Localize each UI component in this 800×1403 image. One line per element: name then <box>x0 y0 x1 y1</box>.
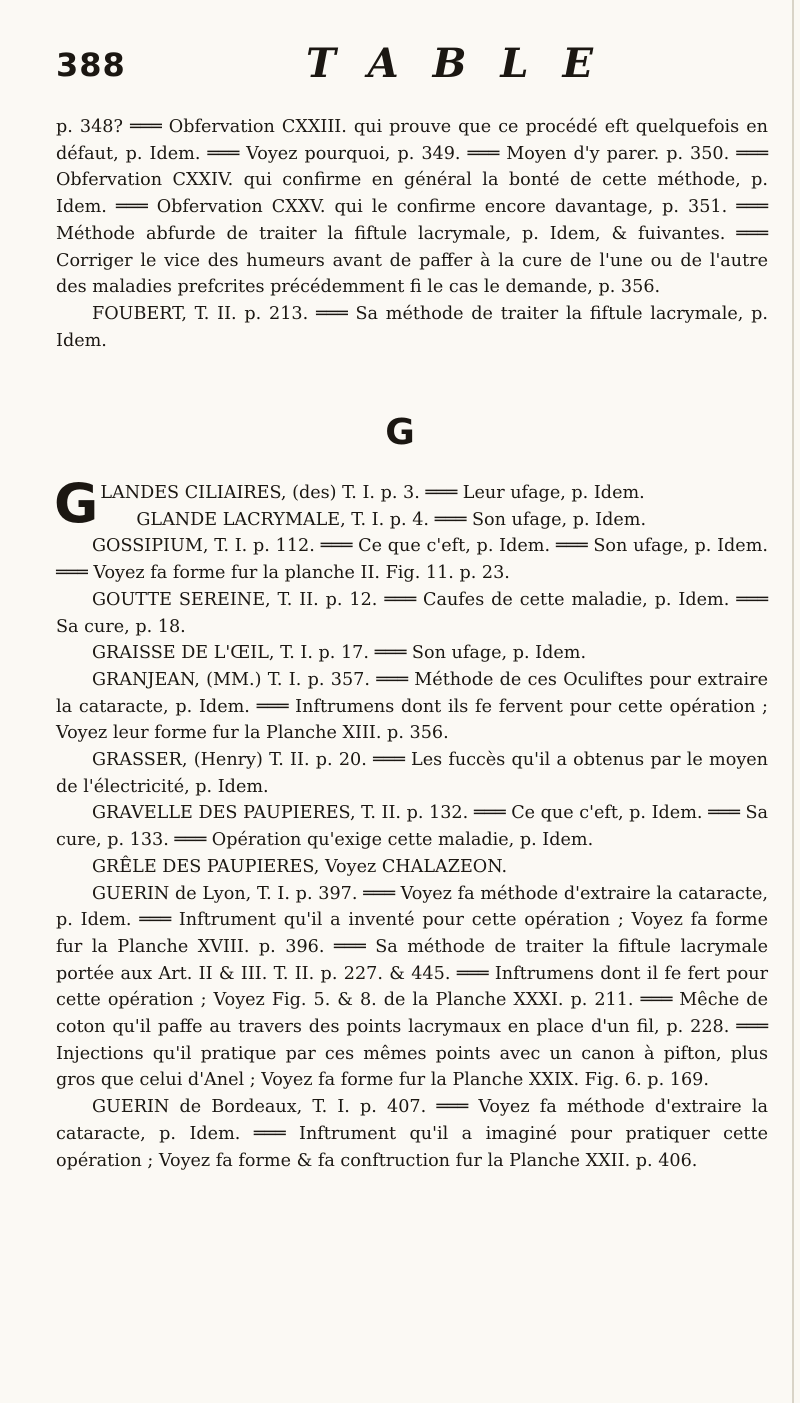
entry-granjean: GRANJEAN, (MM.) T. I. p. 357. ═══ Méthode de ces Oculiftes pour extraire la cataracte, p. Idem. ═══ Inftrumens dont ils fe fervent pour cette opération ; Voyez leur forme fur la Planche XIII. p. 356. <box>56 669 768 744</box>
entry-guerin-de-bordeaux: GUERIN de Bordeaux, T. I. p. 407. ═══ Voyez fa méthode d'extraire la cataracte, p. Idem. ═══ Inftrument qu'il a imaginé pour pratiquer cette opération ; Voyez fa forme & fa conftruction fur la Planche XXII. p. 406. <box>56 1097 768 1171</box>
section-letter: G <box>385 412 415 453</box>
page-edge <box>792 0 794 1403</box>
page-number: 388 <box>56 46 126 84</box>
entry-text: LANDES CILIAIRES, (des) T. I. p. 3. ═══ Leur ufage, p. Idem. <box>100 483 645 503</box>
entry-graisse-de-l-oeil: GRAISSE DE L'ŒIL, T. I. p. 17. ═══ Son ufage, p. Idem. <box>92 643 587 664</box>
entries-g <box>54 472 768 1174</box>
entry-goutte-sereine: GOUTTE SEREINE, T. II. p. 12. ═══ Caufes de cette maladie, p. Idem. ═══ Sa cure, p. 18. <box>56 589 768 637</box>
drop-cap: G <box>54 472 99 535</box>
entry-grasser: GRASSER, (Henry) T. II. p. 20. ═══ Les fuccès qu'il a obtenus par le moyen de l'électricité, p. Idem. <box>56 750 768 797</box>
entry-gossipium: GOSSIPIUM, T. I. p. 112. ═══ Ce que c'eft, p. Idem. ═══ Son ufage, p. Idem. ═══ Voyez fa forme fur la planche II. Fig. 11. p. 23. <box>56 536 768 584</box>
entries-continued <box>56 114 768 354</box>
entry-foubert: FOUBERT, T. II. p. 213. ═══ Sa méthode de traiter la fiftule lacrymale, p. Idem. <box>56 303 768 351</box>
running-header <box>56 40 760 100</box>
entry-grele-des-paupieres: GRÊLE DES PAUPIERES, Voyez CHALAZEON. <box>92 856 508 877</box>
entry-continuation: p. 348? ═══ Obfervation CXXIII. qui prouve que ce procédé eft quelquefois en défaut, p. Idem. ═══ Voyez pourquoi, p. 349. ═══ Moyen d'y parer. p. 350. ═══ Obfervation CXXIV. qui confirme en général la bonté de cette méthode, p. Idem. ═══ Obfervation CXXV. qui le confirme encore davantage, p. 351. ═══ Méthode abfurde de traiter la fiftule lacrymale, p. Idem, & fuivantes. ═══ Corriger le vice des humeurs avant de paffer à la cure de l'une ou de l'autre des maladies prefcrites précédemment fi le cas le demande, p. 356. <box>56 117 768 298</box>
entry-glande-lacrymale: GLANDE LACRYMALE, T. I. p. 4. ═══ Son ufage, p. Idem. <box>136 509 647 530</box>
entry-gravelle-des-paupieres: GRAVELLE DES PAUPIERES, T. II. p. 132. ═══ Ce que c'eft, p. Idem. ═══ Sa cure, p. 133. ═══ Opération qu'exige cette maladie, p. Idem. <box>56 803 768 851</box>
running-title: TABLE <box>306 40 628 87</box>
entry-guerin-de-lyon: GUERIN de Lyon, T. I. p. 397. ═══ Voyez fa méthode d'extraire la cataracte, p. Idem. ═══ Inftrument qu'il a inventé pour cette opération ; Voyez fa forme fur la Planche XVIII. p. 396. ═══ Sa méthode de traiter la fiftule lacrymale portée aux Art. II & III. T. II. p. 227. & 445. ═══ Inftrumens dont il fe fert pour cette opération ; Voyez Fig. 5. & 8. de la Planche XXXI. p. 211. ═══ Mêche de coton qu'il paffe au travers des points lacrymaux en place d'un fil, p. 228. ═══ Injections qu'il pratique par ces mêmes points avec un canon à pifton, plus gros que celui d'Anel ; Voyez fa forme fur la Planche XXIX. Fig. 6. p. 169. <box>56 883 768 1091</box>
